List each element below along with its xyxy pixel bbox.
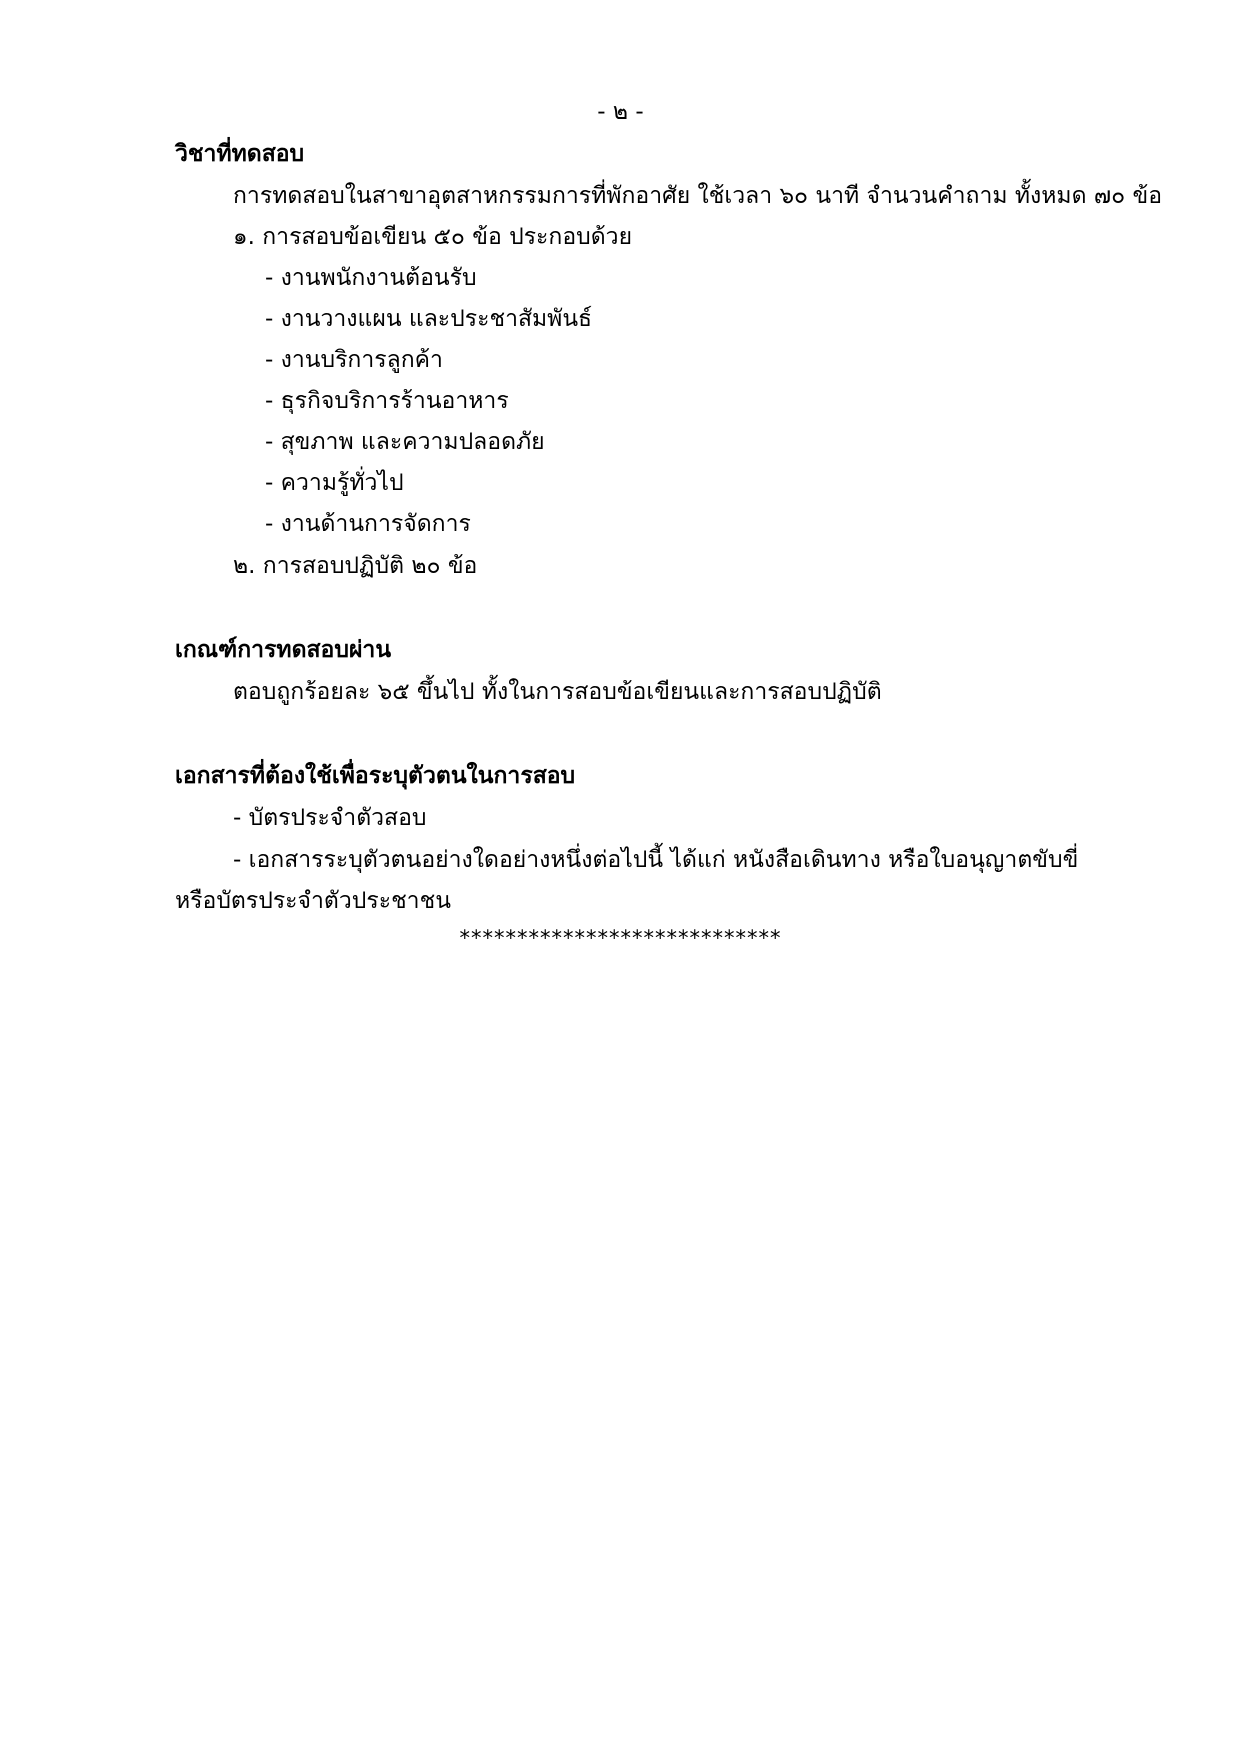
topic-item: - งานบริการลูกค้า [265,347,443,373]
criteria-heading: เกณฑ์การทดสอบผ่าน [175,637,392,663]
written-exam-line: ๑. การสอบข้อเขียน ๕๐ ข้อ ประกอบด้วย [233,224,633,250]
page-number: - ๒ - [597,99,644,125]
topic-item: - งานวางแผน และประชาสัมพันธ์ [265,306,593,332]
topic-item: - ความรู้ทั่วไป [265,470,404,496]
documents-heading: เอกสารที่ต้องใช้เพื่อระบุตัวตนในการสอบ [175,763,576,789]
topic-item: - สุขภาพ และความปลอดภัย [265,429,545,455]
end-marker: **************************** [459,926,782,950]
subjects-heading: วิชาที่ทดสอบ [175,141,305,167]
topic-item: - งานพนักงานต้อนรับ [265,265,477,291]
documents-item-identity: - เอกสารระบุตัวตนอย่างใดอย่างหนึ่งต่อไปนี้ ได้แก่ หนังสือเดินทาง หรือใบอนุญาตขับขี่ หรือบัตรประจำตัวประชาชน [175,847,1079,914]
practical-exam-line: ๒. การสอบปฏิบัติ ๒๐ ข้อ [233,553,478,579]
topic-item: - ธุรกิจบริการร้านอาหาร [265,388,509,414]
criteria-text: ตอบถูกร้อยละ ๖๕ ขึ้นไป ทั้งในการสอบข้อเขียนและการสอบปฏิบัติ [233,679,882,705]
topic-item: - งานด้านการจัดการ [265,511,471,537]
documents-item-exam-card: - บัตรประจำตัวสอบ [233,805,427,831]
subjects-intro: การทดสอบในสาขาอุตสาหกรรมการที่พักอาศัย ใช้เวลา ๖๐ นาที จำนวนคำถาม ทั้งหมด ๗๐ ข้อ [233,183,1163,209]
